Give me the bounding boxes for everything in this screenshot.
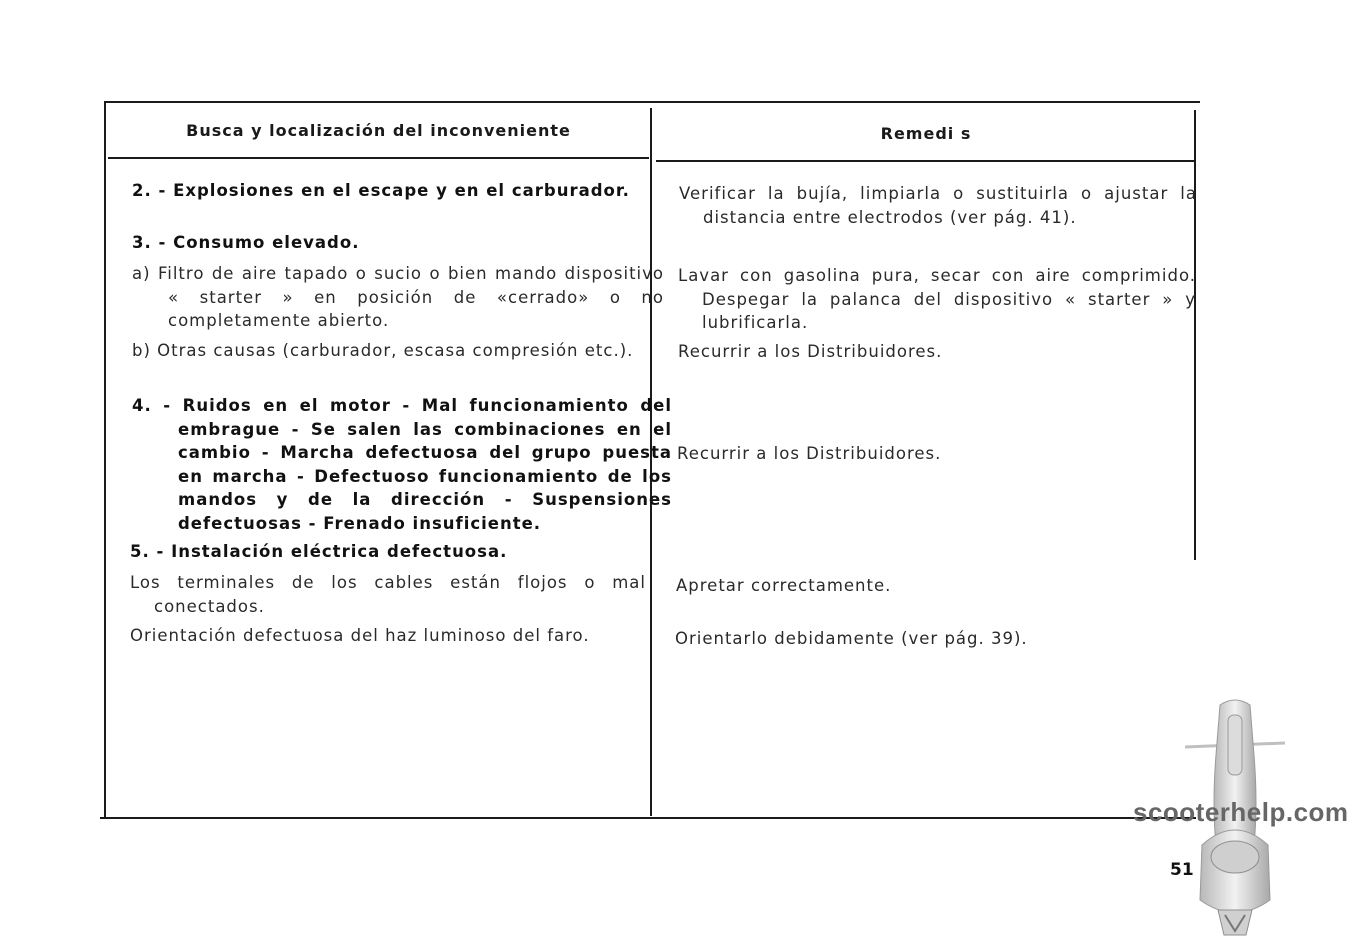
remedy-3b: Recurrir a los Distribuidores. (678, 342, 943, 361)
header-left-underline (108, 157, 649, 159)
problem-5: 5. - Instalación eléctrica defectuosa. (130, 542, 508, 561)
table-left-rule (104, 101, 106, 819)
column-header-remedy: Remedi s (880, 124, 972, 143)
header-right-underline (656, 160, 1196, 162)
table-right-rule (1194, 110, 1196, 560)
page-number: 51 (1170, 860, 1194, 880)
problem-3b: b) Otras causas (carburador, escasa compresión etc.). (132, 341, 634, 360)
remedy-2: Verificar la bujía, limpiarla o sustituirla o ajustar la distancia entre electrodos (ver pág. 41). (679, 184, 1197, 227)
table-bottom-rule (100, 817, 1196, 819)
remedy-5a: Apretar correctamente. (676, 576, 892, 595)
problem-3a: a) Filtro de aire tapado o sucio o bien mando dispositivo « starter » en posición de «cerrado» o no completamente abierto. (132, 264, 664, 330)
problem-3: 3. - Consumo elevado. (132, 233, 360, 252)
table-top-rule (106, 101, 1200, 103)
problem-5b: Orientación defectuosa del haz luminoso del faro. (130, 626, 590, 645)
problem-4: 4. - Ruidos en el motor - Mal funcionamiento del embrague - Se salen las combinaciones en el cambio - Marcha defectuosa del grupo puesta en marcha - Defectuoso funcionamiento de los mandos y de la dirección - Suspensiones defectuosas - Frenado insuficiente. (132, 396, 672, 533)
column-header-problem: Busca y localización del inconveniente (186, 121, 571, 140)
remedy-5b: Orientarlo debidamente (ver pág. 39). (675, 629, 1028, 648)
watermark-text: scooterhelp.com (1133, 797, 1349, 827)
problem-5a: Los terminales de los cables están flojos o mal conectados. (130, 573, 646, 616)
problem-2: 2. - Explosiones en el escape y en el carburador. (132, 181, 630, 200)
remedy-3a: Lavar con gasolina pura, secar con aire comprimido. Despegar la palanca del dispositivo « starter » y lubrificarla. (678, 266, 1196, 332)
remedy-4: Recurrir a los Distribuidores. (677, 444, 942, 463)
